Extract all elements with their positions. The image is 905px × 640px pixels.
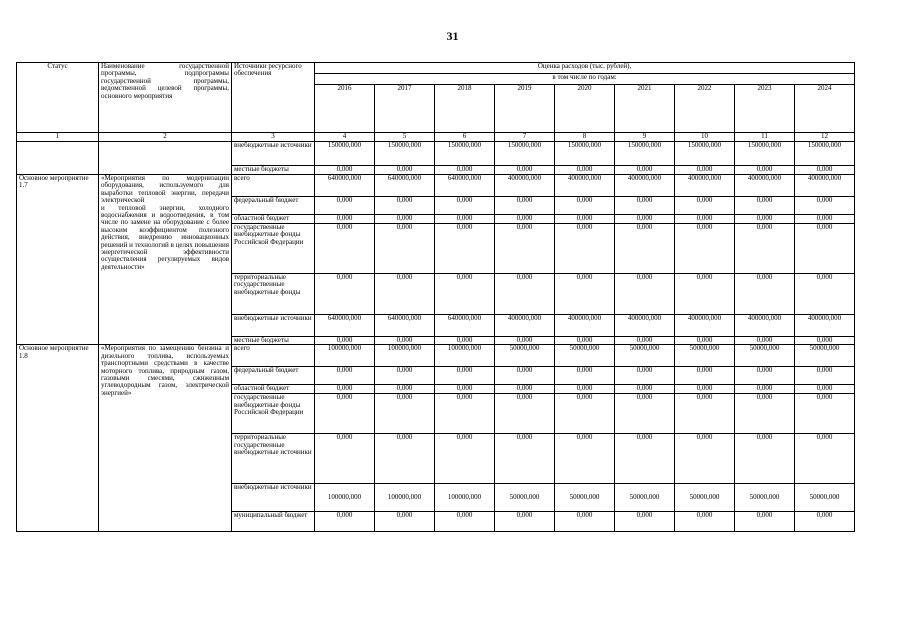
- amount-cell: 0,000: [675, 274, 735, 315]
- amount-cell: 400000,000: [615, 315, 675, 337]
- amount-cell: 0,000: [435, 215, 495, 224]
- amount-cell: 150000,000: [555, 142, 615, 166]
- header-estimate: Оценка расходов (тыс. рублей),: [315, 63, 855, 74]
- amount-cell: 0,000: [735, 274, 795, 315]
- column-number: 5: [375, 133, 435, 142]
- amount-cell: 0,000: [375, 337, 435, 345]
- amount-cell: 0,000: [795, 224, 855, 274]
- amount-cell: 0,000: [375, 367, 435, 385]
- amount-cell: 400000,000: [615, 175, 675, 197]
- column-number: 8: [555, 133, 615, 142]
- source-cell: областной бюджет: [232, 215, 315, 224]
- amount-cell: 0,000: [675, 166, 735, 175]
- amount-cell: 400000,000: [555, 175, 615, 197]
- amount-cell: 0,000: [435, 337, 495, 345]
- header-year: 2024: [795, 85, 855, 133]
- amount-cell: 0,000: [615, 367, 675, 385]
- amount-cell: 0,000: [495, 394, 555, 434]
- amount-cell: 150000,000: [495, 142, 555, 166]
- amount-cell: 0,000: [315, 385, 375, 394]
- amount-cell: 0,000: [315, 394, 375, 434]
- amount-cell: 0,000: [735, 224, 795, 274]
- amount-cell: 0,000: [435, 166, 495, 175]
- amount-cell: 0,000: [615, 274, 675, 315]
- amount-cell: 0,000: [435, 512, 495, 532]
- amount-cell: 50000,000: [495, 345, 555, 367]
- amount-cell: 0,000: [435, 367, 495, 385]
- event-status: Основное мероприятие 1.7: [17, 175, 99, 345]
- amount-cell: 0,000: [615, 512, 675, 532]
- status-cell-empty: [17, 142, 99, 175]
- amount-cell: 0,000: [315, 274, 375, 315]
- budget-table: [16, 62, 855, 532]
- amount-cell: 150000,000: [675, 142, 735, 166]
- amount-cell: 400000,000: [735, 175, 795, 197]
- column-number: 6: [435, 133, 495, 142]
- amount-cell: 0,000: [735, 215, 795, 224]
- amount-cell: 0,000: [375, 197, 435, 215]
- column-number: 2: [99, 133, 232, 142]
- amount-cell: 0,000: [555, 224, 615, 274]
- amount-cell: 100000,000: [435, 484, 495, 512]
- table-row: [17, 345, 855, 367]
- column-number: 9: [615, 133, 675, 142]
- amount-cell: 0,000: [315, 367, 375, 385]
- amount-cell: 0,000: [315, 197, 375, 215]
- amount-cell: 0,000: [735, 367, 795, 385]
- amount-cell: 400000,000: [555, 315, 615, 337]
- amount-cell: 50000,000: [495, 484, 555, 512]
- amount-cell: 0,000: [435, 197, 495, 215]
- amount-cell: 0,000: [555, 166, 615, 175]
- column-number: 3: [232, 133, 315, 142]
- source-cell: внебюджетные источники: [232, 315, 315, 337]
- header-year: 2022: [675, 85, 735, 133]
- amount-cell: 640000,000: [315, 315, 375, 337]
- amount-cell: 0,000: [615, 224, 675, 274]
- column-number: 10: [675, 133, 735, 142]
- amount-cell: 100000,000: [435, 345, 495, 367]
- amount-cell: 640000,000: [435, 315, 495, 337]
- source-cell: местные бюджеты: [232, 166, 315, 175]
- amount-cell: 0,000: [435, 224, 495, 274]
- header-year: 2019: [495, 85, 555, 133]
- amount-cell: 0,000: [795, 394, 855, 434]
- amount-cell: 400000,000: [495, 175, 555, 197]
- source-cell: территориальные государственные внебюджетные фонды: [232, 274, 315, 315]
- header-source: Источники ресурсного обеспечения: [232, 63, 315, 133]
- amount-cell: 0,000: [795, 337, 855, 345]
- amount-cell: 0,000: [555, 385, 615, 394]
- amount-cell: 50000,000: [795, 345, 855, 367]
- amount-cell: 150000,000: [795, 142, 855, 166]
- table-row: [17, 175, 855, 197]
- event-name: [99, 175, 232, 345]
- amount-cell: 0,000: [495, 215, 555, 224]
- amount-cell: 0,000: [615, 394, 675, 434]
- amount-cell: 0,000: [735, 385, 795, 394]
- header-year: 2016: [315, 85, 375, 133]
- amount-cell: 0,000: [675, 512, 735, 532]
- amount-cell: 0,000: [795, 367, 855, 385]
- amount-cell: 0,000: [435, 274, 495, 315]
- amount-cell: 100000,000: [315, 345, 375, 367]
- amount-cell: 0,000: [735, 337, 795, 345]
- amount-cell: 0,000: [555, 215, 615, 224]
- amount-cell: 150000,000: [615, 142, 675, 166]
- source-cell: местные бюджеты: [232, 337, 315, 345]
- source-cell: территориальные государственные внебюджетные источники: [232, 434, 315, 484]
- name-cell-empty: [99, 142, 232, 175]
- column-number: 12: [795, 133, 855, 142]
- amount-cell: 0,000: [495, 385, 555, 394]
- source-cell: всего: [232, 345, 315, 367]
- amount-cell: 0,000: [435, 434, 495, 484]
- amount-cell: 0,000: [615, 337, 675, 345]
- event-status: Основное мероприятие 1.8: [17, 345, 99, 532]
- source-cell: внебюджетные источники: [232, 484, 315, 512]
- amount-cell: 0,000: [555, 197, 615, 215]
- amount-cell: 0,000: [735, 394, 795, 434]
- amount-cell: 0,000: [315, 337, 375, 345]
- amount-cell: 0,000: [375, 512, 435, 532]
- amount-cell: 150000,000: [735, 142, 795, 166]
- amount-cell: 0,000: [675, 224, 735, 274]
- amount-cell: 640000,000: [315, 175, 375, 197]
- source-cell: федеральный бюджет: [232, 197, 315, 215]
- amount-cell: 400000,000: [795, 315, 855, 337]
- amount-cell: 400000,000: [495, 315, 555, 337]
- amount-cell: 0,000: [795, 274, 855, 315]
- amount-cell: 0,000: [495, 434, 555, 484]
- header-year: 2017: [375, 85, 435, 133]
- amount-cell: 0,000: [555, 337, 615, 345]
- amount-cell: 0,000: [315, 434, 375, 484]
- event-name-part: и тепловой энергии, холодного водоснабжения и водоотведения, в том числе по замене на оборудование с более высоким коэффициентом полезного действия, внедрению инновационных решений и технологий в целях повышения энергетической эффективности осуществления регулируемых видов деятельности»: [101, 203, 229, 271]
- amount-cell: 0,000: [315, 224, 375, 274]
- column-number: 7: [495, 133, 555, 142]
- amount-cell: 0,000: [375, 215, 435, 224]
- amount-cell: 0,000: [675, 385, 735, 394]
- amount-cell: 0,000: [375, 434, 435, 484]
- event-name: «Мероприятия по замещению бензина и дизельного топлива, используемых транспортными средствами в качестве моторного топлива, природным газом, газовыми смесями, сжиженным углеводородным газом, электрической энергией»: [99, 345, 232, 532]
- amount-cell: 640000,000: [435, 175, 495, 197]
- amount-cell: 0,000: [375, 394, 435, 434]
- amount-cell: 0,000: [675, 394, 735, 434]
- column-number: 11: [735, 133, 795, 142]
- amount-cell: 0,000: [435, 394, 495, 434]
- header-name: Наименование государственной программы, подпрограммы государственной программы, ведомственной целевой программы, основного мероприятия: [99, 63, 232, 133]
- amount-cell: 0,000: [435, 385, 495, 394]
- amount-cell: 0,000: [555, 274, 615, 315]
- amount-cell: 0,000: [675, 367, 735, 385]
- column-number: 4: [315, 133, 375, 142]
- amount-cell: 0,000: [675, 197, 735, 215]
- amount-cell: 0,000: [735, 166, 795, 175]
- amount-cell: 50000,000: [555, 345, 615, 367]
- amount-cell: 100000,000: [375, 484, 435, 512]
- header-by-year: в том числе по годам:: [315, 74, 855, 85]
- source-cell: муниципальный бюджет: [232, 512, 315, 532]
- amount-cell: 0,000: [495, 274, 555, 315]
- event-name-part: «Мероприятия по модернизации оборудования, используемого для выработки тепловой энергии, передачи электрической: [101, 174, 229, 205]
- amount-cell: 0,000: [495, 337, 555, 345]
- source-cell: внебюджетные источники: [232, 142, 315, 166]
- amount-cell: 100000,000: [375, 345, 435, 367]
- source-cell: государственные внебюджетные фонды Российской Федерации: [232, 224, 315, 274]
- source-cell: федеральный бюджет: [232, 367, 315, 385]
- amount-cell: 150000,000: [375, 142, 435, 166]
- amount-cell: 0,000: [495, 166, 555, 175]
- amount-cell: 50000,000: [735, 484, 795, 512]
- amount-cell: 0,000: [615, 166, 675, 175]
- amount-cell: 400000,000: [735, 315, 795, 337]
- amount-cell: 100000,000: [315, 484, 375, 512]
- amount-cell: 0,000: [315, 166, 375, 175]
- amount-cell: 0,000: [735, 197, 795, 215]
- amount-cell: 0,000: [795, 512, 855, 532]
- amount-cell: 0,000: [675, 337, 735, 345]
- amount-cell: 640000,000: [375, 175, 435, 197]
- table-row: [17, 142, 855, 166]
- amount-cell: 640000,000: [375, 315, 435, 337]
- amount-cell: 400000,000: [675, 175, 735, 197]
- amount-cell: 0,000: [795, 166, 855, 175]
- amount-cell: 0,000: [495, 224, 555, 274]
- amount-cell: 0,000: [375, 166, 435, 175]
- header-status: Статус: [17, 63, 99, 133]
- amount-cell: 150000,000: [435, 142, 495, 166]
- amount-cell: 0,000: [555, 434, 615, 484]
- amount-cell: 0,000: [375, 385, 435, 394]
- header-year: 2023: [735, 85, 795, 133]
- header-year: 2021: [615, 85, 675, 133]
- amount-cell: 0,000: [675, 215, 735, 224]
- amount-cell: 0,000: [315, 215, 375, 224]
- page-number: 31: [446, 29, 459, 43]
- amount-cell: 0,000: [795, 385, 855, 394]
- amount-cell: 0,000: [735, 512, 795, 532]
- amount-cell: 50000,000: [615, 484, 675, 512]
- header-year: 2020: [555, 85, 615, 133]
- amount-cell: 0,000: [375, 224, 435, 274]
- amount-cell: 0,000: [795, 197, 855, 215]
- amount-cell: 0,000: [375, 274, 435, 315]
- amount-cell: 0,000: [495, 367, 555, 385]
- amount-cell: 150000,000: [315, 142, 375, 166]
- column-number: 1: [17, 133, 99, 142]
- amount-cell: 0,000: [795, 215, 855, 224]
- amount-cell: 50000,000: [615, 345, 675, 367]
- amount-cell: 0,000: [615, 197, 675, 215]
- amount-cell: 0,000: [555, 512, 615, 532]
- amount-cell: 0,000: [735, 434, 795, 484]
- amount-cell: 400000,000: [795, 175, 855, 197]
- amount-cell: 0,000: [555, 367, 615, 385]
- amount-cell: 400000,000: [675, 315, 735, 337]
- amount-cell: 0,000: [495, 512, 555, 532]
- amount-cell: 50000,000: [675, 345, 735, 367]
- amount-cell: 0,000: [615, 215, 675, 224]
- amount-cell: 50000,000: [735, 345, 795, 367]
- amount-cell: 0,000: [615, 385, 675, 394]
- amount-cell: 50000,000: [675, 484, 735, 512]
- amount-cell: 0,000: [495, 197, 555, 215]
- amount-cell: 0,000: [795, 434, 855, 484]
- amount-cell: 0,000: [315, 512, 375, 532]
- amount-cell: 0,000: [615, 434, 675, 484]
- source-cell: государственные внебюджетные фонды Российской Федерации: [232, 394, 315, 434]
- amount-cell: 50000,000: [795, 484, 855, 512]
- amount-cell: 0,000: [555, 394, 615, 434]
- amount-cell: 50000,000: [555, 484, 615, 512]
- amount-cell: 0,000: [675, 434, 735, 484]
- header-year: 2018: [435, 85, 495, 133]
- source-cell: областной бюджет: [232, 385, 315, 394]
- source-cell: всего: [232, 175, 315, 197]
